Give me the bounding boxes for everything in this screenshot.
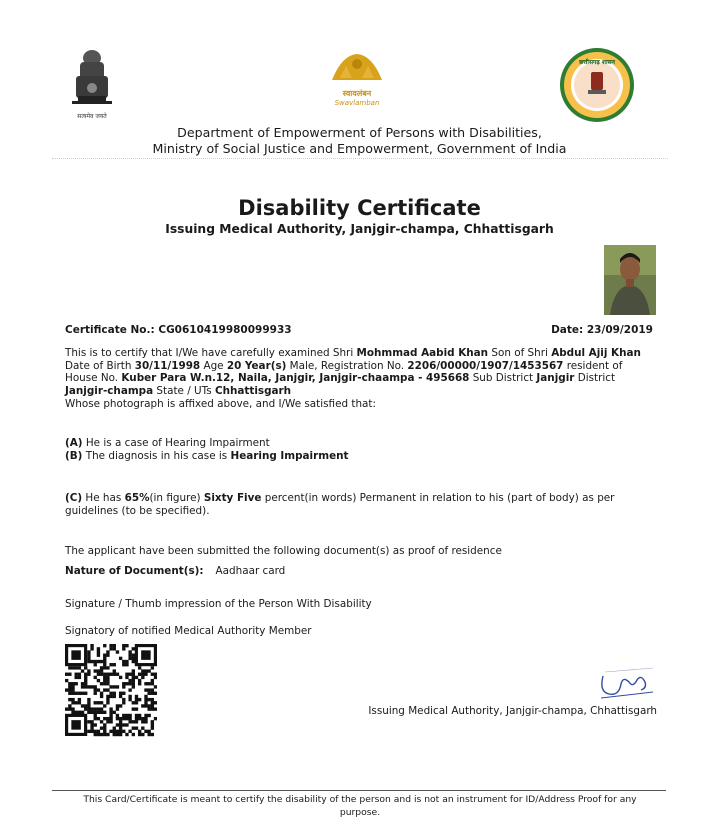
- department-line-1: Department of Empowerment of Persons with Disabilities,: [177, 125, 542, 140]
- nature-of-document: [65, 565, 657, 578]
- applicant-photo: [604, 245, 656, 315]
- clause-c-text: percent(in words) Permanent in relation to his (part of body) as per guidelines (to be specified).: [65, 492, 615, 517]
- nature-value: Aadhaar card: [215, 565, 286, 577]
- clause-a-label: (A): [65, 437, 83, 449]
- emblem-text: स्वावलंबन: [342, 89, 372, 98]
- clause-c-text: He has: [82, 492, 125, 504]
- registration-number: 2206/00000/1907/1453567: [407, 359, 564, 372]
- signatory-line: Signatory of notified Medical Authority Member: [65, 625, 312, 637]
- date-of-birth: 30/11/1998: [134, 359, 201, 372]
- applicant-documents-text: The applicant have been submitted the following document(s) as proof of residence: [65, 545, 502, 557]
- clause-c-label: (C): [65, 492, 83, 504]
- certify-text: District: [574, 372, 616, 385]
- diagnosis-value: Hearing Impairment: [230, 450, 349, 462]
- disability-percent: 65%: [124, 492, 150, 504]
- father-name: Abdul Ajij Khan: [551, 347, 641, 359]
- person-name: Mohmmad Aabid Khan: [356, 347, 489, 359]
- certificate-title: Disability Certificate: [238, 196, 481, 220]
- certificate-date-label: Date:: [551, 324, 584, 336]
- certificate-subtitle: Issuing Medical Authority, Janjgir-champa, Chhattisgarh: [165, 222, 554, 236]
- nature-label: Nature of Document(s):: [65, 565, 204, 577]
- certificate-number-label: Certificate No.:: [65, 324, 155, 336]
- clause-b-label: (B): [65, 450, 83, 462]
- signature-line: Signature / Thumb impression of the Person With Disability: [65, 598, 372, 610]
- clause-c-text: (in figure): [149, 492, 204, 504]
- chhattisgarh-emblem: [558, 46, 636, 124]
- age: 20 Year(s): [226, 359, 287, 372]
- clause-a: [65, 437, 657, 450]
- issuing-authority-signature-label: Issuing Medical Authority, Janjgir-champa, Chhattisgarh: [368, 705, 657, 717]
- certify-text: State / UTs: [153, 384, 215, 397]
- clause-c: [65, 492, 657, 517]
- swavlamban-emblem: [322, 50, 392, 106]
- emblem-subtext: Swavlamban: [334, 99, 380, 107]
- emblem-motto: सत्यमेव जयते: [77, 113, 107, 120]
- state: Chhattisgarh: [215, 384, 292, 397]
- district: Janjgir-champa: [65, 384, 154, 397]
- address: Kuber Para W.n.12, Naila, Janjgir, Janjgir-chaampa - 495668: [121, 372, 470, 385]
- footer-divider: [52, 790, 666, 791]
- certify-text: resident of House No.: [65, 359, 623, 385]
- footer-disclaimer: This Card/Certificate is meant to certify the disability of the person and is not an instrument for ID/Address Proof for any purpose.: [83, 794, 637, 818]
- whose-photograph-text: Whose photograph is affixed above, and I/We satisfied that:: [65, 398, 376, 410]
- clause-b-text: The diagnosis in his case is: [82, 450, 231, 462]
- clause-a-text: He is a case of Hearing Impairment: [82, 437, 270, 449]
- clause-b: [65, 450, 657, 463]
- certify-paragraph: [65, 347, 657, 397]
- national-emblem: [66, 46, 118, 120]
- authority-signature: [595, 662, 657, 704]
- certify-text: Date of Birth: [65, 359, 135, 372]
- department-line-2: Ministry of Social Justice and Empowerment, Government of India: [152, 141, 567, 156]
- certify-text: Son of Shri: [488, 347, 552, 359]
- certificate-number: [65, 324, 292, 336]
- certificate-number-value: CG0610419980099933: [158, 324, 292, 336]
- header-divider: [52, 158, 668, 159]
- sub-district: Janjgir: [536, 372, 575, 385]
- certify-text: Sub District: [469, 372, 537, 385]
- disability-percent-words: Sixty Five: [203, 492, 262, 504]
- qr-code: [65, 644, 157, 738]
- certificate-date: [551, 324, 653, 336]
- certify-text: Male, Registration No.: [286, 359, 408, 372]
- certify-text: This is to certify that I/We have carefully examined Shri: [65, 347, 357, 359]
- emblem-text: छत्तीसगढ़ शासन: [579, 59, 615, 66]
- certificate-date-value: 23/09/2019: [586, 324, 653, 336]
- certify-text: Age: [200, 359, 227, 372]
